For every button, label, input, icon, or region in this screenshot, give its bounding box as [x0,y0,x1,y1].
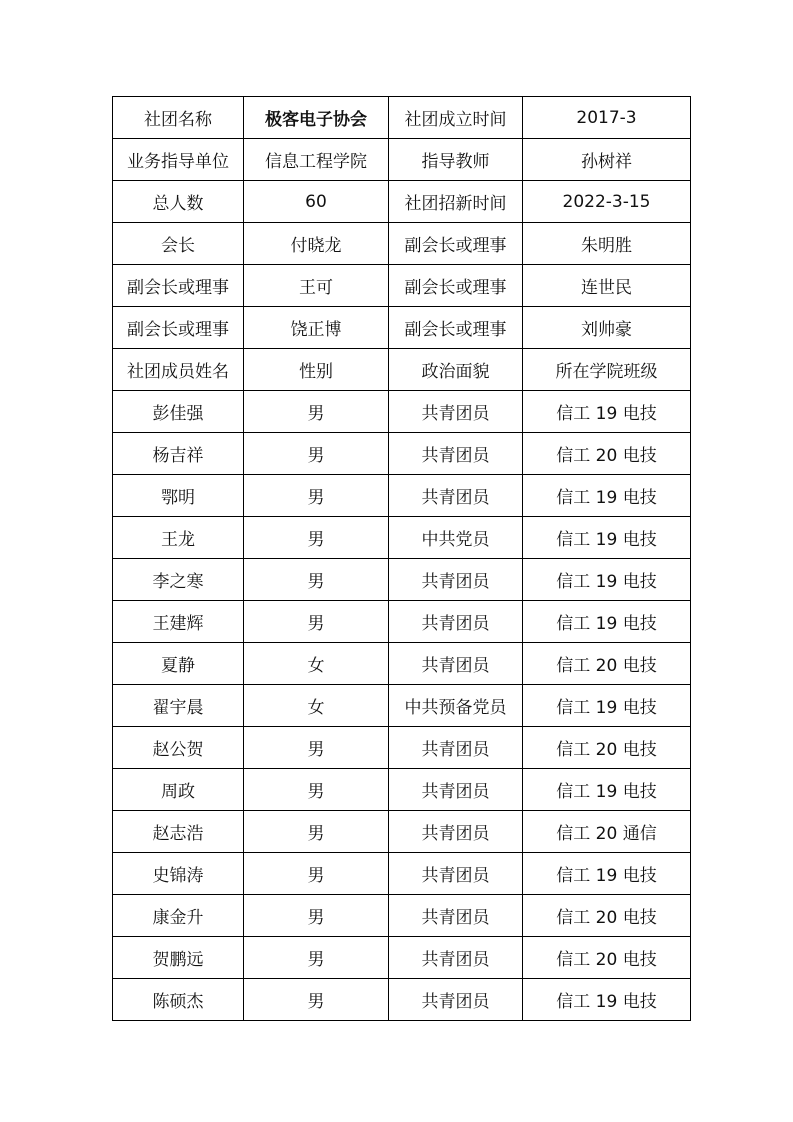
member-political-status: 共青团员 [389,811,523,853]
club-name-label: 社团名称 [113,97,244,139]
member-gender: 男 [244,937,389,979]
member-political-status: 共青团员 [389,979,523,1021]
founded-date: 2017-3 [523,97,691,139]
member-political-status: 共青团员 [389,601,523,643]
member-name: 史锦涛 [113,853,244,895]
info-row-guide [113,139,691,181]
table-row [113,601,691,643]
info-row-president [113,223,691,265]
header-political-status: 政治面貌 [389,349,523,391]
table-row [113,979,691,1021]
member-gender: 男 [244,853,389,895]
vp3: 连世民 [523,265,691,307]
member-college-class: 信工 19 电技 [523,601,691,643]
member-college-class: 信工 19 电技 [523,685,691,727]
member-name: 赵志浩 [113,811,244,853]
table-row [113,853,691,895]
member-name: 彭佳强 [113,391,244,433]
advisor: 孙树祥 [523,139,691,181]
club-name: 极客电子协会 [244,97,389,139]
table-row [113,937,691,979]
member-political-status: 共青团员 [389,559,523,601]
vp1: 朱明胜 [523,223,691,265]
member-name: 王龙 [113,517,244,559]
vp4: 饶正博 [244,307,389,349]
member-political-status: 中共预备党员 [389,685,523,727]
member-name: 李之寒 [113,559,244,601]
info-row-name [113,97,691,139]
member-college-class: 信工 19 电技 [523,475,691,517]
table-row [113,391,691,433]
recruit-date: 2022-3-15 [523,181,691,223]
table-row [113,433,691,475]
total-label: 总人数 [113,181,244,223]
member-gender: 男 [244,811,389,853]
guide-unit-label: 业务指导单位 [113,139,244,181]
table-row [113,685,691,727]
member-gender: 男 [244,895,389,937]
member-college-class: 信工 20 电技 [523,895,691,937]
member-political-status: 共青团员 [389,853,523,895]
member-political-status: 共青团员 [389,895,523,937]
member-gender: 女 [244,643,389,685]
member-political-status: 共青团员 [389,433,523,475]
member-college-class: 信工 19 电技 [523,517,691,559]
header-member-name: 社团成员姓名 [113,349,244,391]
member-gender: 男 [244,475,389,517]
member-name: 王建辉 [113,601,244,643]
member-college-class: 信工 19 电技 [523,769,691,811]
member-political-status: 中共党员 [389,517,523,559]
member-political-status: 共青团员 [389,727,523,769]
member-gender: 女 [244,685,389,727]
member-gender: 男 [244,517,389,559]
member-gender: 男 [244,727,389,769]
member-gender: 男 [244,769,389,811]
info-row-vp-b [113,307,691,349]
president: 付晓龙 [244,223,389,265]
table-row [113,475,691,517]
table-row [113,559,691,601]
club-registration-table [112,96,691,1021]
president-label: 会长 [113,223,244,265]
vp5-label: 副会长或理事 [389,307,523,349]
vp4-label: 副会长或理事 [113,307,244,349]
table-row [113,895,691,937]
table-row [113,727,691,769]
member-college-class: 信工 20 电技 [523,937,691,979]
member-college-class: 信工 19 电技 [523,559,691,601]
member-name: 鄂明 [113,475,244,517]
table-row [113,811,691,853]
founded-label: 社团成立时间 [389,97,523,139]
total-count: 60 [244,181,389,223]
vp5: 刘帅豪 [523,307,691,349]
header-college-class: 所在学院班级 [523,349,691,391]
member-name: 贺鹏远 [113,937,244,979]
member-college-class: 信工 20 通信 [523,811,691,853]
member-college-class: 信工 19 电技 [523,979,691,1021]
member-college-class: 信工 20 电技 [523,643,691,685]
table-row [113,769,691,811]
members-header-row [113,349,691,391]
member-gender: 男 [244,433,389,475]
member-name: 赵公贺 [113,727,244,769]
member-political-status: 共青团员 [389,475,523,517]
vp2: 王可 [244,265,389,307]
member-gender: 男 [244,979,389,1021]
member-political-status: 共青团员 [389,643,523,685]
member-political-status: 共青团员 [389,937,523,979]
table-row [113,643,691,685]
member-political-status: 共青团员 [389,769,523,811]
member-college-class: 信工 20 电技 [523,727,691,769]
vp1-label: 副会长或理事 [389,223,523,265]
recruit-label: 社团招新时间 [389,181,523,223]
info-row-vp-a [113,265,691,307]
member-name: 杨吉祥 [113,433,244,475]
member-college-class: 信工 19 电技 [523,853,691,895]
vp3-label: 副会长或理事 [389,265,523,307]
guide-unit: 信息工程学院 [244,139,389,181]
member-name: 翟宇晨 [113,685,244,727]
member-gender: 男 [244,559,389,601]
member-gender: 男 [244,391,389,433]
member-college-class: 信工 19 电技 [523,391,691,433]
header-gender: 性别 [244,349,389,391]
advisor-label: 指导教师 [389,139,523,181]
member-rows [113,391,691,1021]
member-college-class: 信工 20 电技 [523,433,691,475]
info-row-total [113,181,691,223]
member-name: 康金升 [113,895,244,937]
member-name: 周政 [113,769,244,811]
member-gender: 男 [244,601,389,643]
member-political-status: 共青团员 [389,391,523,433]
table-row [113,517,691,559]
member-name: 陈硕杰 [113,979,244,1021]
member-name: 夏静 [113,643,244,685]
vp2-label: 副会长或理事 [113,265,244,307]
